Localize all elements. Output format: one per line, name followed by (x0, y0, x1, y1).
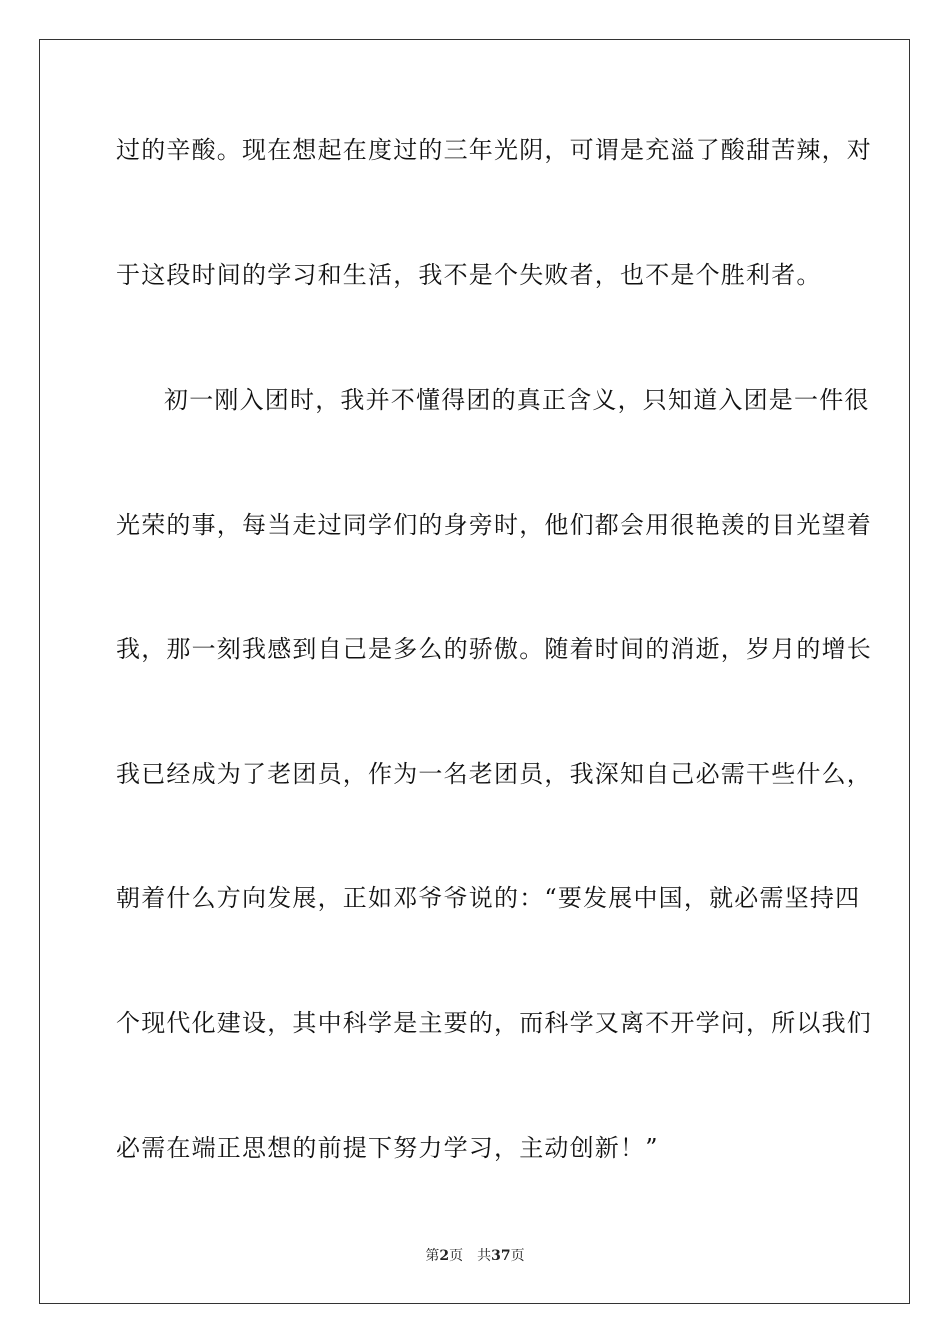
total-suffix: 页 (510, 1248, 525, 1264)
paragraph-line: 光荣的事，每当走过同学们的身旁时，他们都会用很艳羡的目光望着 (116, 511, 872, 539)
page-footer (0, 1247, 950, 1265)
paragraph-line: 必需在端正思想的前提下努力学习，主动创新！” (116, 1134, 659, 1162)
page-number: 2 (439, 1248, 450, 1264)
page-border (39, 39, 910, 1304)
paragraph-line: 于这段时间的学习和生活，我不是个失败者，也不是个胜利者。 (116, 261, 822, 289)
paragraph-line: 初一刚入团时，我并不懂得团的真正含义，只知道入团是一件很 (164, 386, 870, 414)
page-suffix: 页 (449, 1248, 464, 1264)
paragraph-line: 朝着什么方向发展，正如邓爷爷说的：“要发展中国，就必需坚持四 (116, 884, 861, 912)
total-pages: 37 (491, 1248, 511, 1264)
total-prefix: 共 (477, 1248, 492, 1264)
paragraph-line: 个现代化建设，其中科学是主要的，而科学又离不开学问，所以我们 (116, 1009, 872, 1037)
paragraph-line: 过的辛酸。现在想起在度过的三年光阴，可谓是充溢了酸甜苦辣，对 (116, 136, 872, 164)
page-prefix: 第 (425, 1248, 440, 1264)
paragraph-line: 我已经成为了老团员，作为一名老团员，我深知自己必需干些什么， (116, 760, 872, 788)
paragraph-line: 我，那一刻我感到自己是多么的骄傲。随着时间的消逝，岁月的增长 (116, 635, 872, 663)
